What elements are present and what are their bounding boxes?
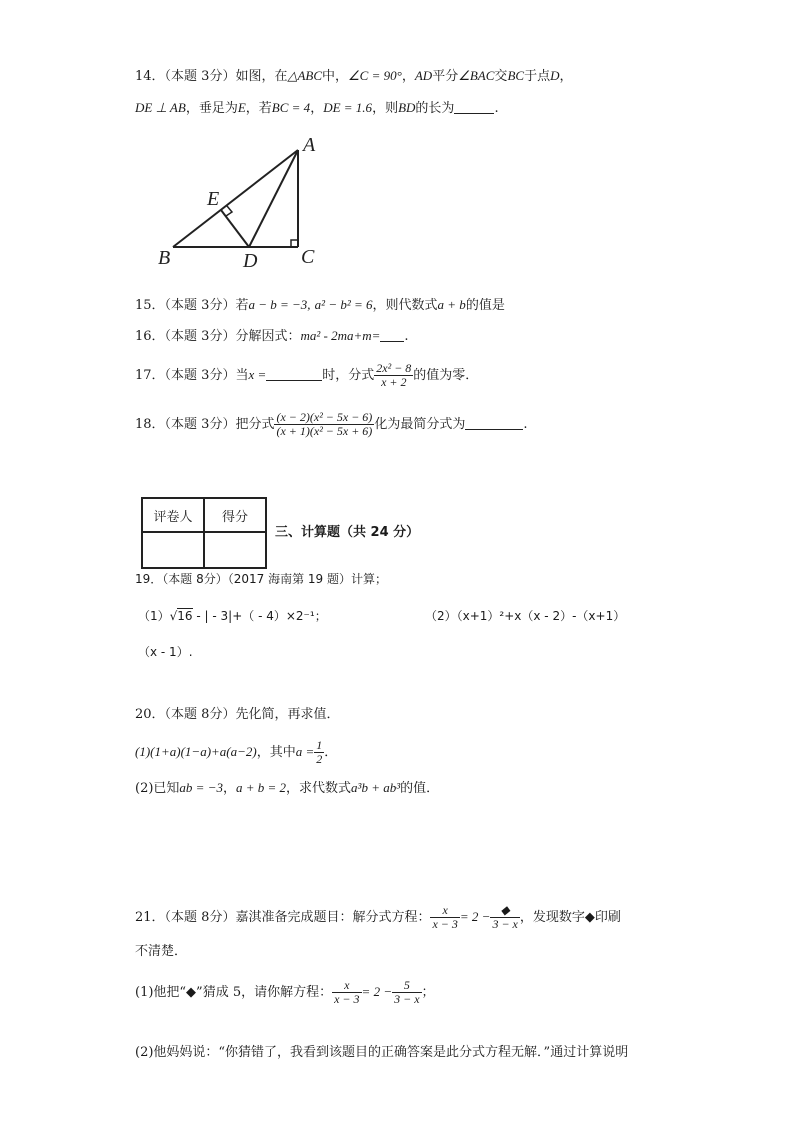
q20-line1: 20．（本题 8分）先化简，再求值． <box>135 707 340 722</box>
right-angle-mark-E <box>226 206 232 216</box>
q16: 16．（本题 3分）分解因式：ma² - 2ma+m= . <box>135 328 409 344</box>
fraction: $\frac{◆}{3 - x}$ <box>492 903 518 931</box>
right-angle-mark-C <box>291 240 298 247</box>
q20-part1: (1)(1+a)(1−a)+a(a−2)，其中a = $\frac{1}{2}$ ． <box>135 738 338 766</box>
q20-part2: (2)已知ab = −3，a + b = 2，求代数式a³b + ab³的值． <box>135 780 440 796</box>
q18: 18．（本题 3分）把分式 $\frac{\text{(x − 2)(x² − 5x − 6)}}{\text{(x + 1)(x² − 5x + 6)}}$ 化为最简分式为 . <box>135 410 528 438</box>
q21-part1: (1)他把“◆”猜成 5，请你解方程： $\frac{x}{x - 3}$ = 2 − $\frac{5}{3 - x}$ ； <box>135 978 435 1006</box>
triangle-figure <box>150 130 330 275</box>
score-table-header-score: 得分 <box>204 498 266 532</box>
q19-part1: （1）√16 - | - 3|+（ - 4）×2⁻¹； <box>138 609 327 623</box>
q15: 15．（本题 3分）若a − b = −3, a² − b² = 6，则代数式a + b的值是 <box>135 297 505 313</box>
score-table-header-grader: 评卷人 <box>142 498 204 532</box>
label-A: A <box>303 134 316 156</box>
answer-blank <box>465 415 523 430</box>
answer-blank <box>380 327 404 342</box>
label-C: C <box>301 246 315 268</box>
answer-blank <box>454 99 494 114</box>
q21-line2: 不清楚． <box>135 944 188 959</box>
label-D: D <box>243 250 258 272</box>
segment-DE <box>221 210 249 247</box>
score-table <box>141 497 267 569</box>
answer-blank <box>266 366 322 381</box>
q19-part2-cont: （x - 1）. <box>138 645 193 659</box>
q19-part2: （2）（x+1）²+x（x - 2）-（x+1） <box>425 609 626 623</box>
q14-line2: DE ⊥ AB，垂足为E，若BC = 4，DE = 1.6，则BD的长为 . <box>135 100 499 116</box>
fraction: $\frac{x}{x - 3}$ <box>432 903 458 931</box>
section-title: 三、计算题（共 24 分） <box>275 525 420 540</box>
fraction: $\frac{\text{2x² − 8}}{x + 2}$ <box>376 361 412 389</box>
fraction: $\frac{\text{(x − 2)(x² − 5x − 6)}}{\text{(x + 1)(x² − 5x + 6)}}$ <box>276 410 373 438</box>
q19-line1: 19．（本题 8分）（2017 海南第 19 题）计算； <box>135 572 387 586</box>
fraction: $\frac{1}{2}$ <box>316 738 323 766</box>
segment-AD <box>249 150 298 247</box>
q21-part2: (2)他妈妈说：“你猜错了，我看到该题目的正确答案是此分式方程无解．”通过计算说明 <box>135 1045 629 1060</box>
q14-line1: 14．（本题 3分）如图，在△ABC中，∠C = 90°，AD平分∠BAC交BC于点D， <box>135 68 573 84</box>
label-E: E <box>207 188 220 210</box>
score-table-cell-grader <box>142 532 204 568</box>
label-B: B <box>158 247 171 269</box>
segment-BA <box>173 150 298 247</box>
score-table-cell-score <box>204 532 266 568</box>
q21-line1: 21．（本题 8分）嘉淇准备完成题目：解分式方程： $\frac{x}{x - 3}$ = 2 − $\frac{◆}{3 - x}$ ，发现数字◆印刷 <box>135 903 621 931</box>
sqrt-symbol: √ <box>169 609 178 623</box>
q17: 17．（本题 3分）当x = 时，分式 $\frac{\text{2x² − 8}}{x + 2}$ 的值为零． <box>135 361 479 389</box>
fraction: $\frac{x}{x - 3}$ <box>334 978 360 1006</box>
fraction: $\frac{5}{3 - x}$ <box>394 978 420 1006</box>
